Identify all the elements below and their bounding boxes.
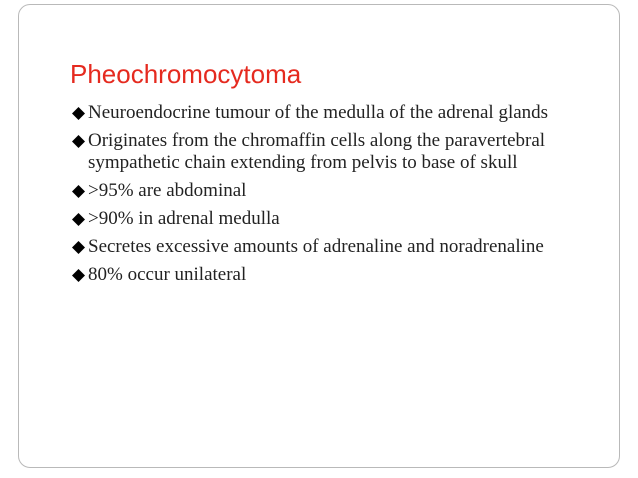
diamond-bullet-icon xyxy=(72,185,85,198)
bullet-item xyxy=(72,208,592,230)
bullet-text: 80% occur unilateral xyxy=(88,264,247,285)
diamond-bullet-icon xyxy=(72,107,85,120)
diamond-bullet-icon xyxy=(72,213,85,226)
bullet-text: Originates from the chromaffin cells along the paravertebral sympathetic chain extending from pelvis to base of skull xyxy=(88,130,546,173)
bullet-list xyxy=(72,102,592,292)
bullet-item xyxy=(72,180,592,202)
diamond-bullet-icon xyxy=(72,241,85,254)
slide-title: Pheochromocytoma xyxy=(70,59,302,89)
bullet-item xyxy=(72,102,592,124)
bullet-item xyxy=(72,130,592,174)
diamond-bullet-icon xyxy=(72,135,85,148)
bullet-item xyxy=(72,264,592,286)
bullet-text: >95% are abdominal xyxy=(88,180,247,201)
diamond-bullet-icon xyxy=(72,269,85,282)
bullet-item xyxy=(72,236,592,258)
bullet-text: >90% in adrenal medulla xyxy=(88,208,280,229)
bullet-text: Neuroendocrine tumour of the medulla of the adrenal glands xyxy=(88,102,549,123)
bullet-text: Secretes excessive amounts of adrenaline and noradrenaline xyxy=(88,236,544,257)
